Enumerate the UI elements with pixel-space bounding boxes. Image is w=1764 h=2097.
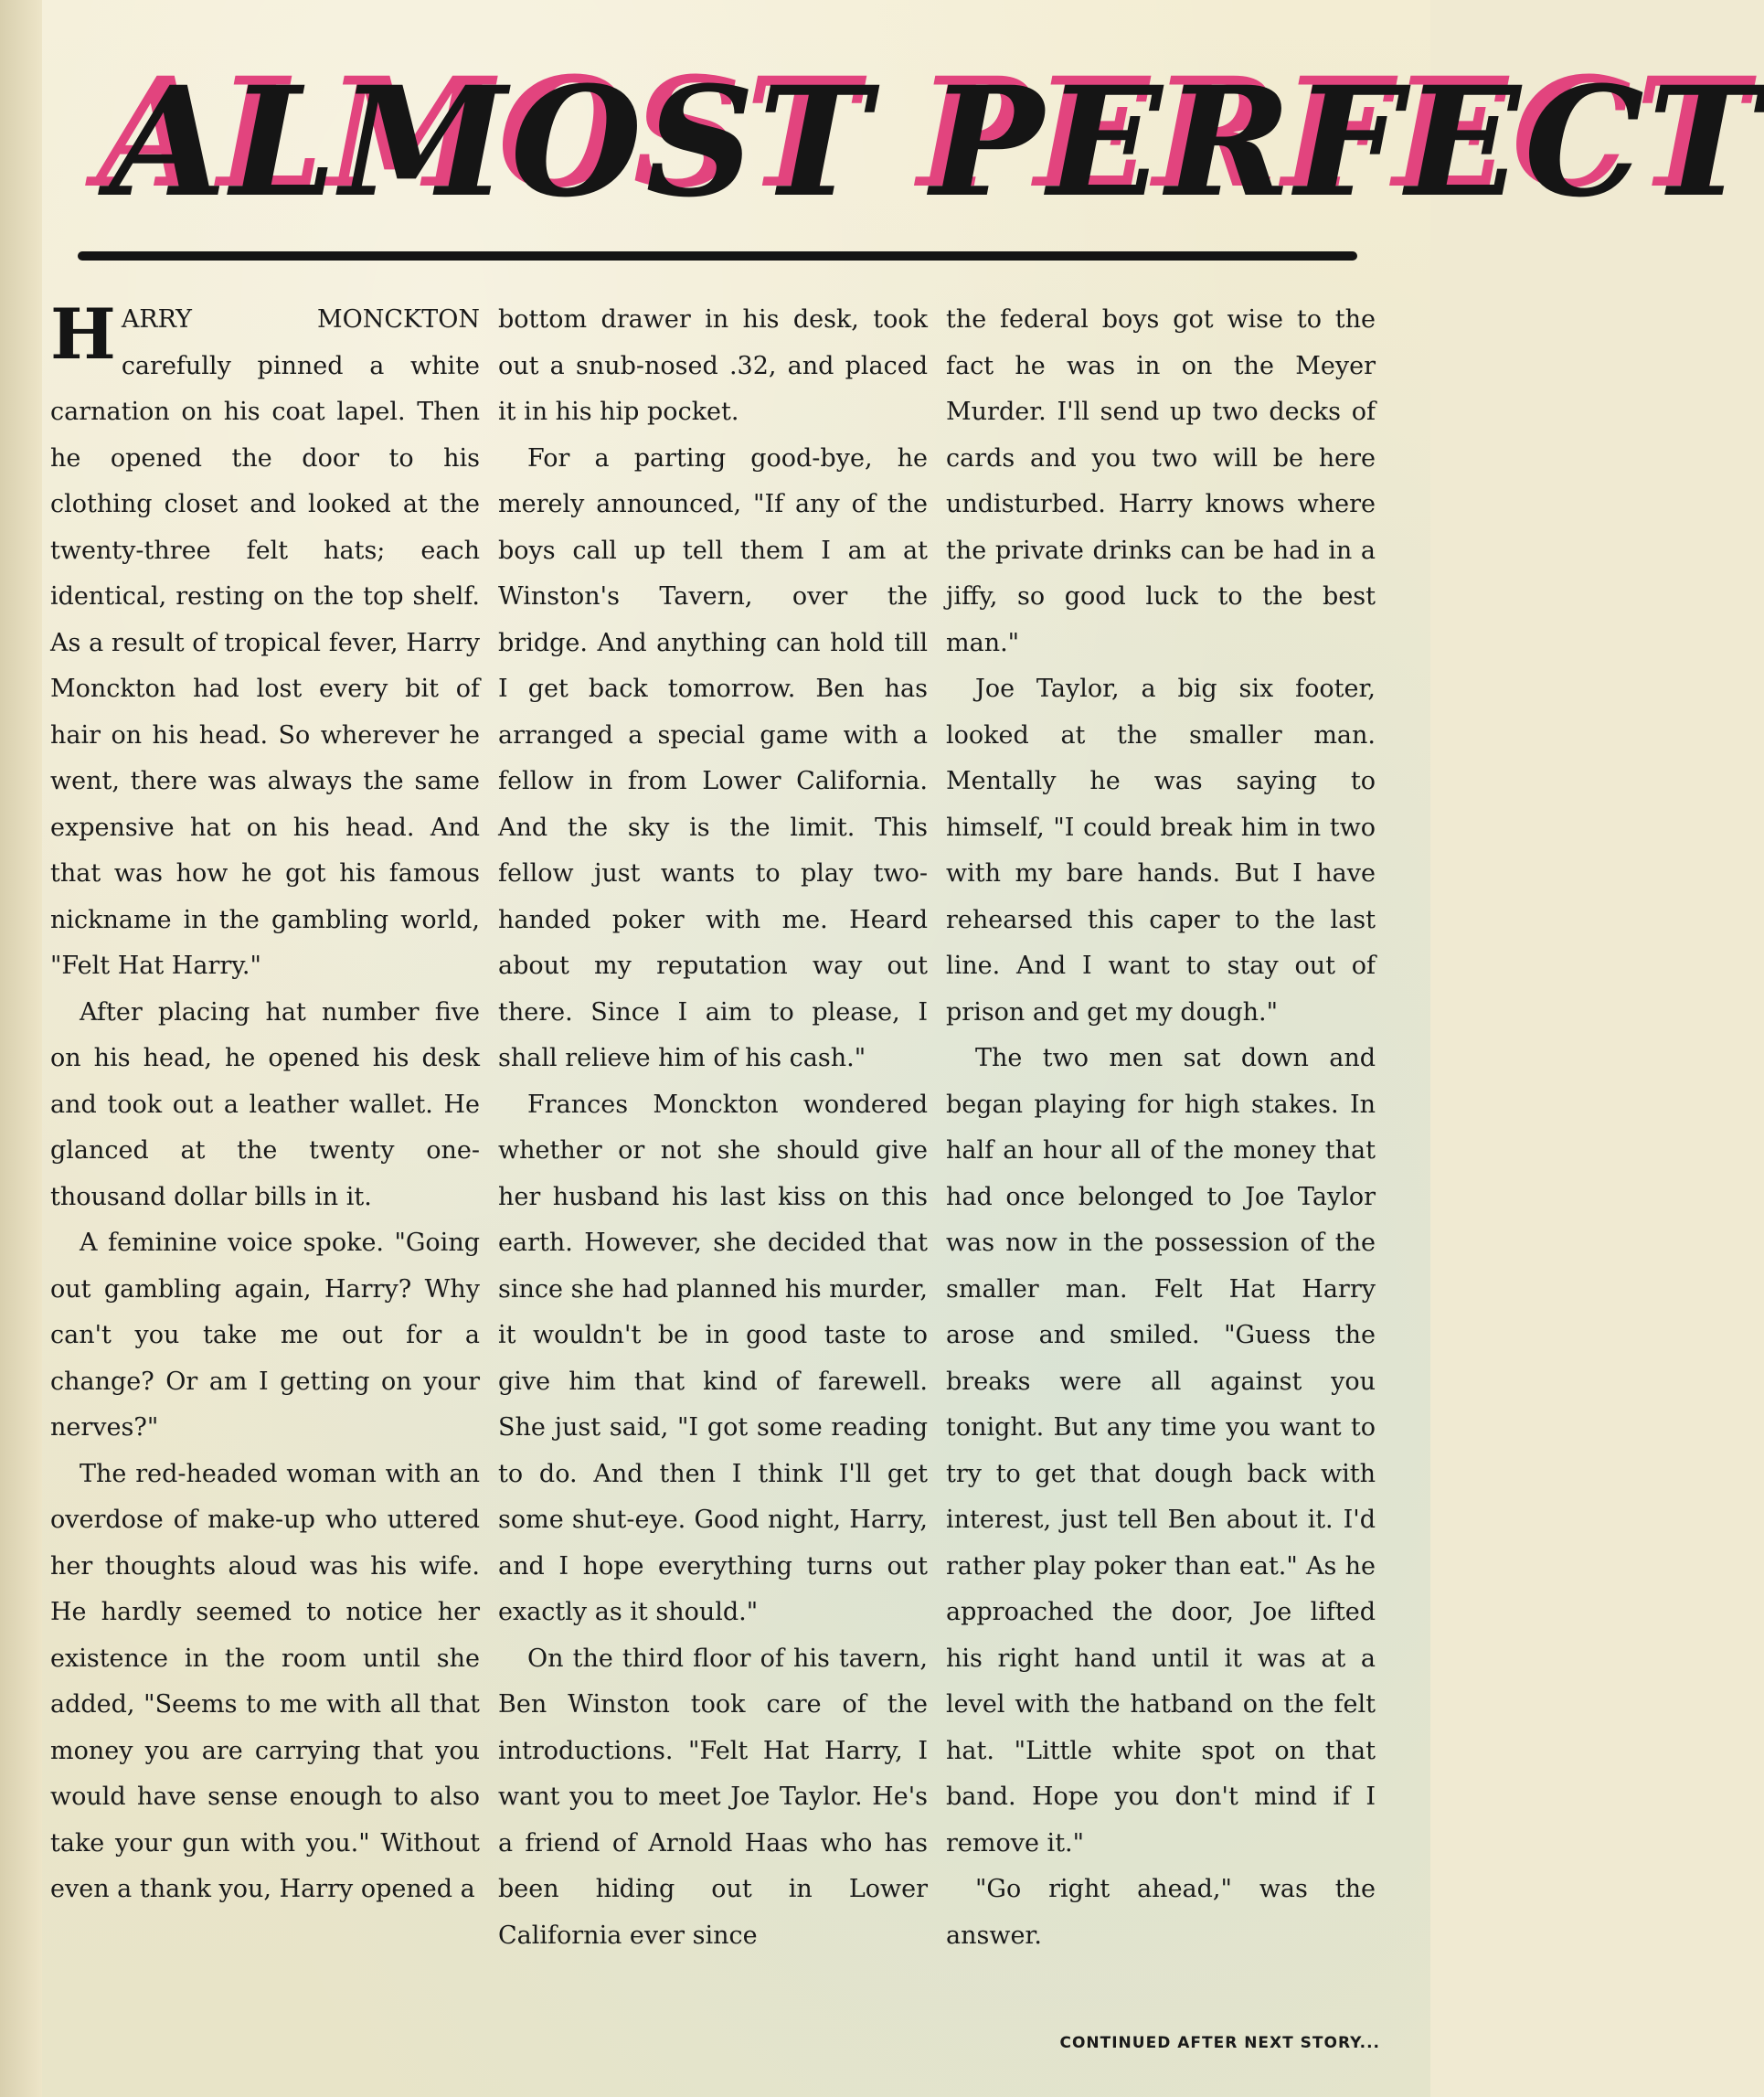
paragraph: For a parting good-bye, he merely announced, "If any of the boys call up tell them I am at Winston's Tavern, over the bridge. And anything can hold till I get back tomorrow. Ben has arranged a special game with a fellow in from Lower California. And the sky is the limit. This fellow just wants to play two-handed poker with me. Heard about my reputation way out there. Since I aim to please, I shall relieve him of his cash." xyxy=(498,443,928,1072)
drop-cap: H xyxy=(50,293,116,375)
paragraph: A feminine voice spoke. "Going out gambling again, Harry? Why can't you take me out for a change? Or am I getting on your nerves?" xyxy=(50,1229,480,1442)
paragraph: On the third floor of his tavern, Ben Winston took care of the introductions. "Felt Hat Harry, I want you to meet Joe Taylor. He's a friend of Arnold Haas who has been hiding out in Lower California ever since xyxy=(498,1644,928,1950)
paragraph-text: ARRY MONCKTON carefully pinned a white carnation on his coat lapel. Then he opened the door to his clothing closet and looked at the twenty-three felt hats; each identical, resting on the top shelf. As a result of tropical fever, Harry Monckton had lost every bit of hair on his head. So wherever he went, there was always the same expensive hat on his head. And that was how he got his famous nickname in the gambling world, "Felt Hat Harry." xyxy=(50,305,480,980)
continued-note: CONTINUED AFTER NEXT STORY... xyxy=(1059,2034,1380,2052)
title-underline xyxy=(78,251,1357,261)
paragraph: the federal boys got wise to the fact he was in on the Meyer Murder. I'll send up two decks of cards and you two will be here undisturbed. Harry knows where the private drinks can be had in a jiffy, so good luck to the best man." xyxy=(946,305,1376,657)
paragraph xyxy=(50,293,480,990)
paragraph: Joe Taylor, a big six footer, looked at the smaller man. Mentally he was saying to himself, "I could break him in two with my bare hands. But I have rehearsed this caper to the last line. And I want to stay out of prison and get my dough." xyxy=(946,675,1376,1027)
column-3 xyxy=(946,297,1376,1997)
page-edge xyxy=(0,0,42,2097)
paragraph: "Go right ahead," was the answer. xyxy=(946,1875,1376,1950)
paragraph: After placing hat number five on his head, he opened his desk and took out a leather wallet. He glanced at the twenty one-thousand dollar bills in it. xyxy=(50,997,480,1211)
paragraph: The two men sat down and began playing for high stakes. In half an hour all of the money that had once belonged to Joe Taylor was now in the possession of the smaller man. Felt Hat Harry arose and smiled. "Guess the breaks were all against you tonight. But any time you want to try to get that dough back with interest, just tell Ben about it. I'd rather play poker than eat." As he approached the door, Joe lifted his right hand until it was at a level with the hatband on the felt hat. "Little white spot on that band. Hope you don't mind if I remove it." xyxy=(946,1044,1376,1857)
column-1 xyxy=(50,293,480,1997)
story-columns xyxy=(50,293,1385,1997)
story-title: ALMOST PERFECT xyxy=(110,53,1764,230)
paragraph: Frances Monckton wondered whether or not she should give her husband his last kiss on this earth. However, she decided that since she had planned his murder, it wouldn't be in good taste to give him that kind of farewell. She just said, "I got some reading to do. And then I think I'll get some shut-eye. Good night, Harry, and I hope everything turns out exactly as it should." xyxy=(498,1090,928,1626)
title-block xyxy=(55,18,1764,256)
paragraph: The red-headed woman with an overdose of make-up who uttered her thoughts aloud was his wife. He hardly seemed to notice her existence in the room until she added, "Seems to me with all that money you are carrying that you would have sense enough to also take your gun with you." Without even a thank you, Harry opened a xyxy=(50,1459,480,1903)
paragraph: bottom drawer in his desk, took out a snub-nosed .32, and placed it in his hip pocket. xyxy=(498,305,928,426)
column-2 xyxy=(498,297,928,1997)
